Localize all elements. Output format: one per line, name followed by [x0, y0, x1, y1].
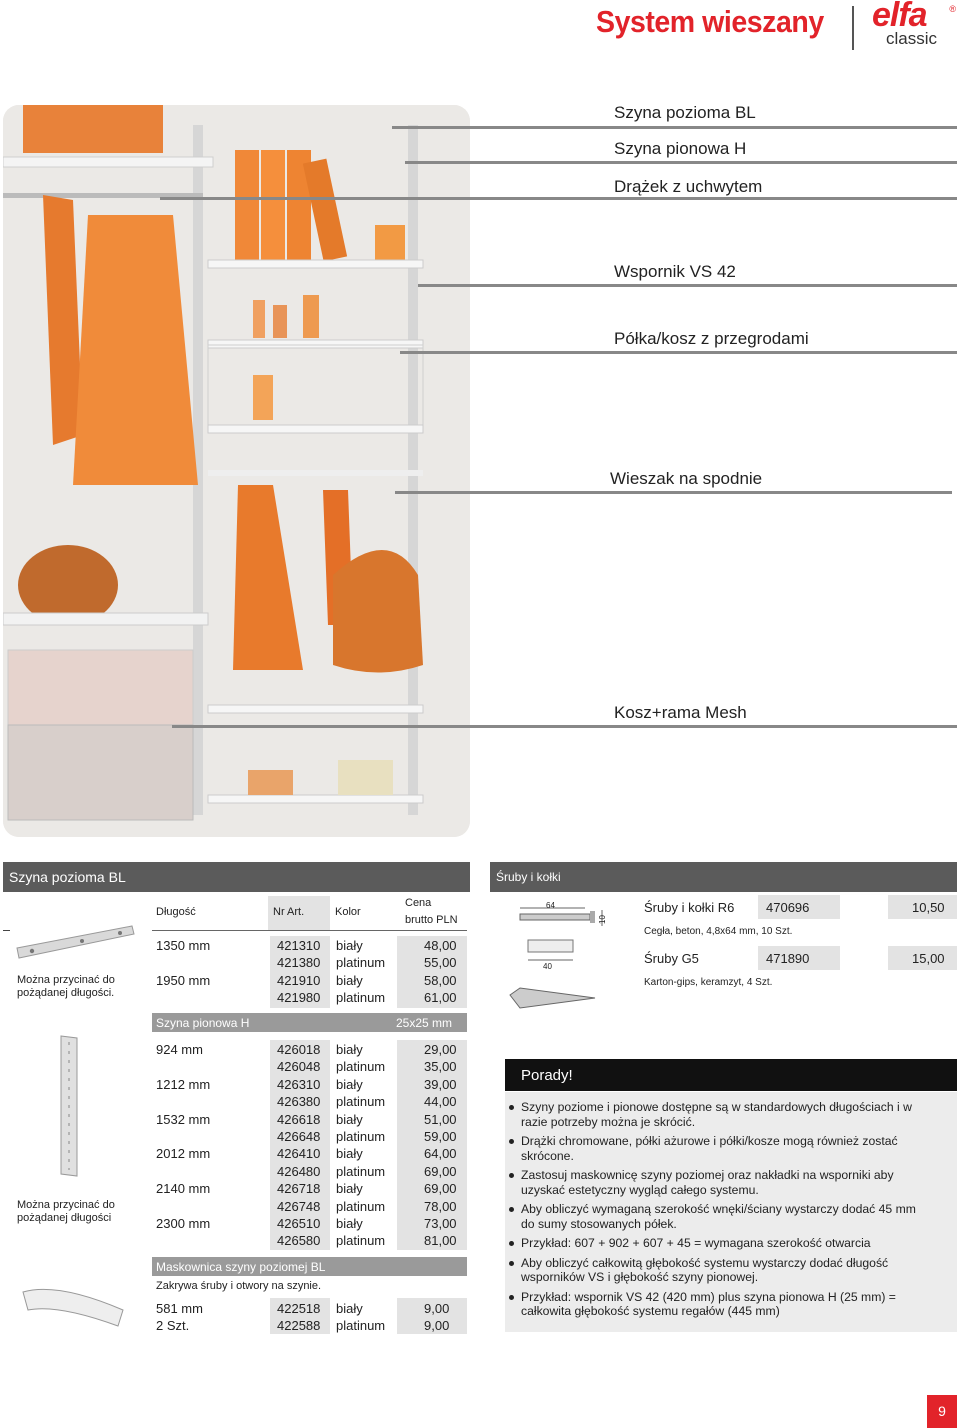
- szyna-pionowa-row-price: 73,00: [424, 1216, 457, 1231]
- szyna-pionowa-header: [152, 1013, 467, 1032]
- szyna-pozioma-row-nr: 421380: [277, 955, 321, 971]
- callout-line: [395, 491, 952, 494]
- dash-mark: [3, 930, 10, 931]
- szyna-pozioma-row-nr: 421310: [277, 938, 321, 953]
- szyna-pozioma-image: [12, 918, 137, 968]
- porady-tip: Zastosuj maskownicę szyny poziomej oraz nakładki na wsporniki aby uzyskać estetyczny wygląd całego systemu.: [521, 1168, 931, 1197]
- sruby-r6-nr: 470696: [766, 900, 810, 915]
- szyna-pozioma-row-color: biały: [336, 972, 363, 988]
- porady-tip: Drążki chromowane, półki ażurowe i półki/kosze mogą również zostać skrócone.: [521, 1134, 931, 1163]
- sruby-r6-desc: Cegła, beton, 4,8x64 mm, 10 Szt.: [644, 926, 793, 937]
- maskownica-image: [18, 1280, 130, 1330]
- szyna-pionowa-size: 25x25 mm: [396, 1016, 453, 1030]
- maskownica-row-len: 581 mm: [156, 1301, 203, 1316]
- col-header-cena: Cena: [405, 897, 432, 909]
- callout-line: [405, 161, 957, 164]
- maskownica-header: [152, 1257, 467, 1276]
- szyna-pozioma-row-price: 61,00: [424, 990, 457, 1006]
- callout-szyna-pozioma: Szyna pozioma BL: [614, 103, 756, 122]
- szyna-pionowa-note: Można przycinać do pożądanej długości: [17, 1199, 115, 1224]
- szyna-pionowa-image: [55, 1034, 85, 1179]
- col-header-kolor: Kolor: [335, 906, 361, 918]
- szyna-pionowa-row-len: 2300 mm: [156, 1216, 211, 1231]
- callout-kosz-mesh: Kosz+rama Mesh: [614, 703, 747, 722]
- szyna-pozioma-title: Szyna pozioma BL: [9, 869, 126, 885]
- callout-line: [418, 284, 957, 287]
- szyna-pionowa-row-color: platinum: [336, 1163, 386, 1179]
- szyna-pionowa-row-color: platinum: [336, 1233, 386, 1249]
- porady-list: [505, 1092, 957, 1319]
- szyna-pionowa-row-nr: 426410: [277, 1146, 321, 1162]
- szyna-pionowa-row-nr: 426048: [277, 1059, 321, 1075]
- szyna-pionowa-row-price: 64,00: [424, 1146, 457, 1162]
- callout-polka-kosz: Półka/kosz z przegrodami: [614, 329, 809, 348]
- callout-wieszak: Wieszak na spodnie: [610, 469, 763, 488]
- page-number: 9: [927, 1395, 957, 1428]
- szyna-pionowa-row-price: 39,00: [424, 1076, 457, 1092]
- szyna-pionowa-row-color: platinum: [336, 1059, 386, 1075]
- szyna-pionowa-row-price: 78,00: [424, 1198, 457, 1214]
- header-divider: [852, 6, 854, 50]
- logo-registered-mark: ®: [949, 4, 956, 14]
- szyna-pionowa-row-price: 44,00: [424, 1094, 457, 1110]
- szyna-pionowa-row-price: 81,00: [424, 1233, 457, 1249]
- maskownica-title: Maskownica szyny poziomej BL: [156, 1260, 326, 1274]
- szyna-pionowa-row-len: 2140 mm: [156, 1181, 211, 1197]
- szyna-pionowa-row-color: platinum: [336, 1094, 386, 1110]
- szyna-pionowa-row-nr: 426580: [277, 1233, 321, 1249]
- sruby-g5-price: 15,00: [912, 951, 945, 966]
- dim-40: 40: [543, 962, 552, 971]
- szyna-pozioma-row-nr: 421980: [277, 990, 321, 1006]
- szyna-pionowa-row-color: biały: [336, 1216, 363, 1231]
- szyna-pozioma-row-len: 1350 mm: [156, 938, 211, 953]
- szyna-pionowa-row-nr: 426310: [277, 1076, 321, 1092]
- szyna-pionowa-row-nr: 426018: [277, 1042, 321, 1057]
- maskownica-row-nr: 422518: [277, 1301, 321, 1316]
- szyna-pozioma-row-price: 55,00: [424, 955, 457, 971]
- porady-header: [505, 1059, 957, 1091]
- szyna-pionowa-row-nr: 426480: [277, 1163, 321, 1179]
- callout-line: [400, 351, 957, 354]
- szyna-pionowa-row-nr: 426510: [277, 1216, 321, 1231]
- callout-line: [392, 126, 957, 129]
- szyna-pionowa-row-color: biały: [336, 1181, 363, 1197]
- szyna-pionowa-title: Szyna pionowa H: [156, 1016, 250, 1030]
- szyna-pionowa-row-price: 59,00: [424, 1129, 457, 1144]
- page-title: System wieszany: [596, 4, 824, 39]
- callout-szyna-pionowa: Szyna pionowa H: [614, 139, 747, 158]
- szyna-pozioma-row-color: biały: [336, 938, 363, 953]
- porady-tip: Aby obliczyć wymaganą szerokość wnęki/ściany wystarczy dodać 45 mm do sumy stosowanych półek.: [521, 1202, 931, 1231]
- porady-box: [505, 1092, 957, 1332]
- maskownica-row-nr: 422588: [277, 1318, 321, 1334]
- porady-title: Porady!: [521, 1067, 573, 1084]
- col-header-dlugosc: Długość: [156, 906, 196, 918]
- sruby-title: Śruby i kołki: [496, 870, 561, 884]
- szyna-pionowa-row-nr: 426380: [277, 1094, 321, 1110]
- sruby-r6-price: 10,50: [912, 900, 945, 915]
- maskownica-row-len: 2 Szt.: [156, 1318, 190, 1334]
- szyna-pionowa-row-len: 924 mm: [156, 1042, 203, 1057]
- maskownica-row-color: biały: [336, 1301, 363, 1316]
- maskownica-note: Zakrywa śruby i otwory na szynie.: [156, 1280, 322, 1292]
- callout-line: [160, 197, 957, 200]
- szyna-pionowa-row-nr: 426618: [277, 1111, 321, 1127]
- szyna-pionowa-row-price: 69,00: [424, 1163, 457, 1179]
- szyna-pionowa-row-color: biały: [336, 1076, 363, 1092]
- maskownica-row-color: platinum: [336, 1318, 386, 1334]
- szyna-pozioma-note: Można przycinać do pożądanej długości.: [17, 974, 115, 999]
- elfa-logo: [872, 2, 956, 50]
- szyna-pionowa-row-price: 29,00: [424, 1042, 457, 1057]
- logo-word: elfa: [872, 0, 927, 34]
- sruby-g5-desc: Karton-gips, keramzyt, 4 Szt.: [644, 977, 773, 988]
- szyna-pozioma-row-price: 58,00: [424, 972, 457, 988]
- szyna-pionowa-row-price: 35,00: [424, 1059, 457, 1075]
- sruby-image: [500, 900, 612, 1015]
- szyna-pionowa-row-color: platinum: [336, 1198, 386, 1214]
- logo-sub: classic: [886, 29, 938, 48]
- szyna-pionowa-row-color: platinum: [336, 1129, 386, 1144]
- szyna-pozioma-row-color: platinum: [336, 955, 386, 971]
- callout-wspornik: Wspornik VS 42: [614, 262, 736, 281]
- porady-tip: Aby obliczyć całkowitą głębokość systemu wystarczy dodać długość wsporników VS i głębokość szyny pionowej.: [521, 1256, 931, 1285]
- porady-tip: Przykład: 607 + 902 + 607 + 45 = wymagana szerokość otwarcia: [521, 1236, 931, 1251]
- sruby-r6-name: Śruby i kołki R6: [644, 900, 735, 915]
- dim-64: 64: [546, 901, 555, 910]
- szyna-pozioma-row-nr: 421910: [277, 972, 321, 988]
- szyna-pionowa-row-nr: 426648: [277, 1129, 321, 1144]
- szyna-pozioma-header: [3, 862, 470, 892]
- porady-tip: Przykład: wspornik VS 42 (420 mm) plus szyna pionowa H (25 mm) = całkowita głębokość systemu regałów (445 mm): [521, 1290, 931, 1319]
- col-header-nr: Nr Art.: [273, 906, 305, 918]
- szyna-pionowa-row-len: 1212 mm: [156, 1076, 211, 1092]
- szyna-pionowa-row-len: 1532 mm: [156, 1111, 211, 1127]
- porady-tip: Szyny poziome i pionowe dostępne są w standardowych długościach i w razie potrzeby można je skrócić.: [521, 1100, 931, 1129]
- szyna-pionowa-row-price: 69,00: [424, 1181, 457, 1197]
- maskownica-row-price: 9,00: [424, 1318, 450, 1334]
- sruby-g5-nr: 471890: [766, 951, 810, 966]
- callout-line: [172, 725, 957, 728]
- dim-10: 10: [597, 915, 607, 924]
- callout-drazek: Drążek z uchwytem: [614, 177, 763, 196]
- table-header-rule: [152, 930, 467, 931]
- szyna-pionowa-row-price: 51,00: [424, 1111, 457, 1127]
- szyna-pionowa-row-color: biały: [336, 1042, 363, 1057]
- maskownica-row-price: 9,00: [424, 1301, 450, 1316]
- sruby-g5-name: Śruby G5: [644, 951, 699, 966]
- szyna-pionowa-row-nr: 426718: [277, 1181, 321, 1197]
- szyna-pozioma-row-price: 48,00: [424, 938, 457, 953]
- szyna-pozioma-row-color: platinum: [336, 990, 386, 1006]
- szyna-pionowa-row-color: biały: [336, 1146, 363, 1162]
- sruby-header: [490, 862, 957, 892]
- szyna-pionowa-row-nr: 426748: [277, 1198, 321, 1214]
- szyna-pionowa-row-len: 2012 mm: [156, 1146, 211, 1162]
- szyna-pionowa-row-color: biały: [336, 1111, 363, 1127]
- col-header-brutto: brutto PLN: [405, 914, 458, 926]
- szyna-pozioma-row-len: 1950 mm: [156, 972, 211, 988]
